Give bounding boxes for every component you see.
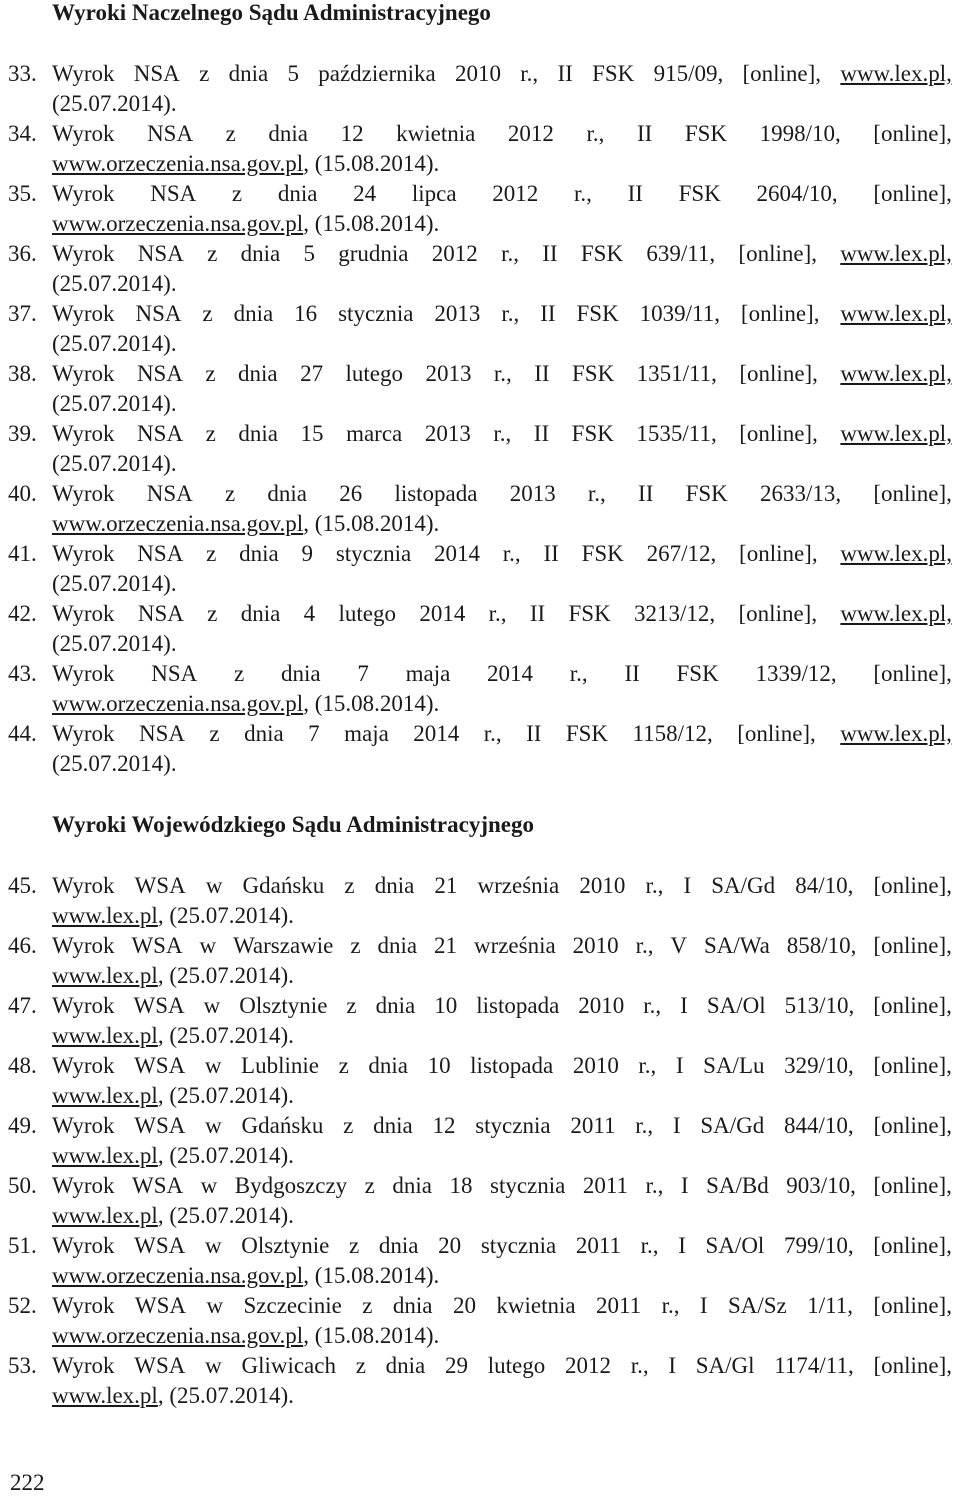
entry-number: 40. [8,481,37,506]
entry-number: 48. [8,1053,37,1078]
entry-number: 37. [8,301,37,326]
source-link[interactable]: www.lex.pl [52,1143,158,1168]
source-link[interactable]: www.lex.pl, [840,361,952,386]
entry-access-date-line [52,389,177,419]
entry-access-date-line [52,689,439,719]
entry-citation-line: Wyrok WSA w Olsztynie z dnia 10 listopada 2010 r., I SA/Ol 513/10, [online], [52,993,952,1018]
entry-access-date-line [52,1141,294,1171]
entry-citation-line: Wyrok NSA z dnia 7 maja 2014 r., II FSK 1339/12, [online], [52,661,952,686]
entry-number: 45. [8,873,37,898]
entry-citation-line: Wyrok NSA z dnia 16 stycznia 2013 r., II FSK 1039/11, [online], www.lex.pl, [52,299,952,329]
entry-citation-line: Wyrok NSA z dnia 26 listopada 2013 r., II FSK 2633/13, [online], [52,481,952,506]
entry-citation-line: Wyrok NSA z dnia 27 lutego 2013 r., II FSK 1351/11, [online], www.lex.pl, [52,359,952,389]
entry-citation-line: Wyrok NSA z dnia 24 lipca 2012 r., II FSK 2604/10, [online], [52,181,952,206]
access-date: , (15.08.2014). [303,511,440,536]
entry-number: 51. [8,1233,37,1258]
source-link[interactable]: www.lex.pl, [840,601,952,626]
entry-number: 41. [8,541,37,566]
entry-access-date-line [52,1081,294,1111]
source-link[interactable]: www.lex.pl [52,1083,158,1108]
source-link[interactable]: www.lex.pl [52,903,158,928]
page-number: 222 [10,1470,45,1495]
source-link[interactable]: www.orzeczenia.nsa.gov.pl [52,1323,304,1348]
access-date: (25.07.2014). [52,331,177,356]
entry-access-date-line [52,329,177,359]
source-link[interactable]: www.lex.pl [52,1023,158,1048]
section-heading-wsa: Wyroki Wojewódzkiego Sądu Administracyjnego [52,812,534,837]
entry-citation-line: Wyrok NSA z dnia 5 grudnia 2012 r., II FSK 639/11, [online], www.lex.pl, [52,239,952,269]
entry-number: 34. [8,121,37,146]
access-date: , (25.07.2014). [157,903,294,928]
source-link[interactable]: www.lex.pl, [840,421,952,446]
access-date: (25.07.2014). [52,571,177,596]
source-link[interactable]: www.lex.pl, [840,301,952,326]
entry-number: 46. [8,933,37,958]
entry-citation-line: Wyrok NSA z dnia 15 marca 2013 r., II FSK 1535/11, [online], www.lex.pl, [52,419,952,449]
entry-citation-line: Wyrok WSA w Bydgoszczy z dnia 18 stycznia 2011 r., I SA/Bd 903/10, [online], [52,1173,952,1198]
entry-citation-line: Wyrok WSA w Gdańsku z dnia 21 września 2010 r., I SA/Gd 84/10, [online], [52,873,952,898]
entry-citation-line: Wyrok NSA z dnia 12 kwietnia 2012 r., II FSK 1998/10, [online], [52,121,952,146]
access-date: (25.07.2014). [52,631,177,656]
access-date: (25.07.2014). [52,751,177,776]
entry-access-date-line [52,89,177,119]
entry-number: 49. [8,1113,37,1138]
source-link[interactable]: www.orzeczenia.nsa.gov.pl [52,151,304,176]
access-date: (25.07.2014). [52,451,177,476]
access-date: , (15.08.2014). [303,151,440,176]
entry-number: 53. [8,1353,37,1378]
entry-access-date-line [52,629,177,659]
source-link[interactable]: www.lex.pl, [840,241,952,266]
entry-access-date-line [52,1321,439,1351]
access-date: (25.07.2014). [52,391,177,416]
source-link[interactable]: www.orzeczenia.nsa.gov.pl [52,511,304,536]
entry-access-date-line [52,749,177,779]
entry-citation-line: Wyrok WSA w Olsztynie z dnia 20 stycznia 2011 r., I SA/Ol 799/10, [online], [52,1233,952,1258]
source-link[interactable]: www.orzeczenia.nsa.gov.pl [52,691,304,716]
entry-citation-line: Wyrok WSA w Gliwicach z dnia 29 lutego 2012 r., I SA/Gl 1174/11, [online], [52,1353,952,1378]
access-date: , (15.08.2014). [303,1263,440,1288]
source-link[interactable]: www.lex.pl [52,1203,158,1228]
entry-citation-line: Wyrok NSA z dnia 5 października 2010 r., II FSK 915/09, [online], www.lex.pl, [52,59,952,89]
entry-citation-line: Wyrok WSA w Szczecinie z dnia 20 kwietnia 2011 r., I SA/Sz 1/11, [online], [52,1293,952,1318]
entry-number: 50. [8,1173,37,1198]
source-link[interactable]: www.lex.pl [52,1383,158,1408]
entry-number: 52. [8,1293,37,1318]
entry-number: 43. [8,661,37,686]
access-date: (25.07.2014). [52,91,177,116]
entry-access-date-line [52,1261,439,1291]
access-date: , (25.07.2014). [157,1203,294,1228]
source-link[interactable]: www.lex.pl [52,963,158,988]
entry-number: 33. [8,61,37,86]
access-date: , (25.07.2014). [157,1383,294,1408]
entry-access-date-line [52,1201,294,1231]
source-link[interactable]: www.lex.pl, [840,721,952,746]
entry-number: 47. [8,993,37,1018]
entry-access-date-line [52,1381,294,1411]
entry-citation-line: Wyrok WSA w Lublinie z dnia 10 listopada 2010 r., I SA/Lu 329/10, [online], [52,1053,952,1078]
entry-access-date-line [52,149,439,179]
entry-number: 44. [8,721,37,746]
access-date: , (25.07.2014). [157,963,294,988]
source-link[interactable]: www.orzeczenia.nsa.gov.pl [52,211,304,236]
entry-number: 39. [8,421,37,446]
entry-number: 36. [8,241,37,266]
source-link[interactable]: www.orzeczenia.nsa.gov.pl [52,1263,304,1288]
entry-access-date-line [52,901,294,931]
entry-citation-line: Wyrok NSA z dnia 4 lutego 2014 r., II FSK 3213/12, [online], www.lex.pl, [52,599,952,629]
entry-access-date-line [52,269,177,299]
entry-number: 38. [8,361,37,386]
access-date: , (15.08.2014). [303,691,440,716]
entry-access-date-line [52,569,177,599]
entry-access-date-line [52,449,177,479]
access-date: (25.07.2014). [52,271,177,296]
source-link[interactable]: www.lex.pl, [840,61,952,86]
entry-citation-line: Wyrok NSA z dnia 9 stycznia 2014 r., II FSK 267/12, [online], www.lex.pl, [52,539,952,569]
entry-citation-line: Wyrok NSA z dnia 7 maja 2014 r., II FSK 1158/12, [online], www.lex.pl, [52,719,952,749]
entry-access-date-line [52,209,439,239]
access-date: , (15.08.2014). [303,1323,440,1348]
access-date: , (25.07.2014). [157,1143,294,1168]
entry-citation-line: Wyrok WSA w Warszawie z dnia 21 września 2010 r., V SA/Wa 858/10, [online], [52,933,952,958]
entry-access-date-line [52,509,439,539]
access-date: , (25.07.2014). [157,1083,294,1108]
entry-access-date-line [52,1021,294,1051]
source-link[interactable]: www.lex.pl, [840,541,952,566]
section-heading-nsa: Wyroki Naczelnego Sądu Administracyjnego [52,0,491,25]
entry-access-date-line [52,961,294,991]
entry-citation-line: Wyrok WSA w Gdańsku z dnia 12 stycznia 2011 r., I SA/Gd 844/10, [online], [52,1113,952,1138]
entry-number: 42. [8,601,37,626]
entry-number: 35. [8,181,37,206]
access-date: , (25.07.2014). [157,1023,294,1048]
access-date: , (15.08.2014). [303,211,440,236]
